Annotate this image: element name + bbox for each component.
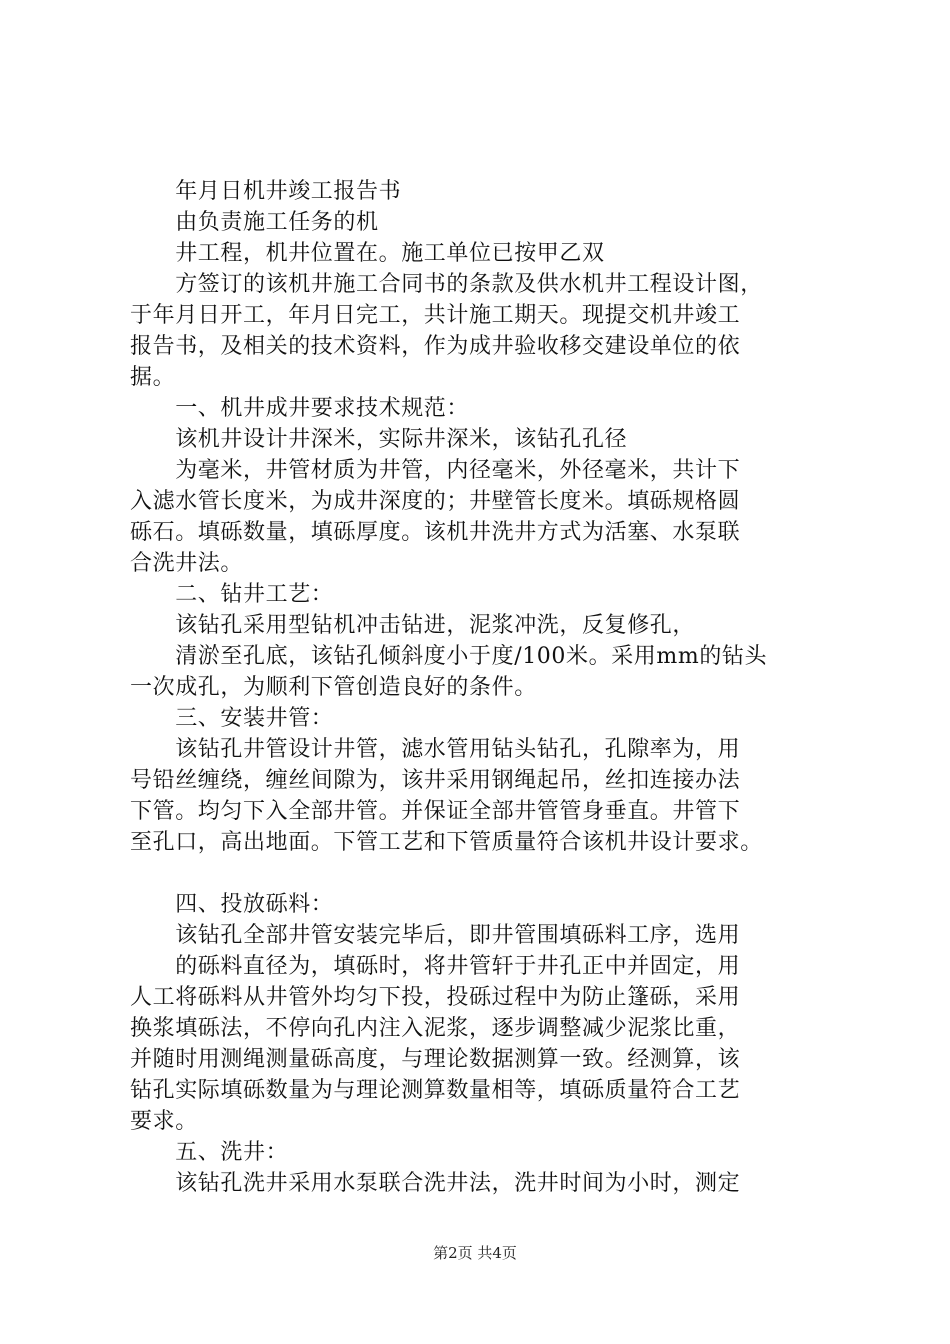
text-line: 于年月日开工，年月日完工，共计施工期天。现提交机井竣工 [130,303,741,328]
text-line: 一次成孔，为顺利下管创造良好的条件。 [130,675,537,700]
text-line: 报告书，及相关的技术资料，作为成井验收移交建设单位的依 [130,334,741,359]
text-line: 合洗井法。 [130,551,244,576]
text-line: 该机井设计井深米，实际井深米，该钻孔孔径 [130,427,628,452]
section-heading: 一、机井成井要求技术规范： [130,396,470,421]
document-body [130,176,842,1199]
text-line: 年月日机井竣工报告书 [130,179,402,204]
text-line: 号铅丝缠绕，缠丝间隙为，该井采用钢绳起吊，丝扣连接办法 [130,768,741,793]
text-line: 由负责施工任务的机 [130,210,379,235]
text-line: 该钻孔全部井管安装完毕后，即井管围填砾料工序，选用 [130,923,741,948]
text-line: 方签订的该机井施工合同书的条款及供水机井工程设计图， [130,272,763,297]
blank-line [130,858,842,889]
section-heading: 四、投放砾料： [130,892,334,917]
text-line: 的砾料直径为，填砾时，将井管轩于井孔正中并固定，用 [130,954,741,979]
text-line: 为毫米，井管材质为井管，内径毫米，外径毫米，共计下 [130,458,741,483]
text-line: 该钻孔采用型钻机冲击钻进，泥浆冲洗，反复修孔， [130,613,696,638]
page-number: 第2页 共4页 [433,1244,517,1262]
text-line: 至孔口，高出地面。下管工艺和下管质量符合该机井设计要求。 [130,830,763,855]
text-line: 要求。 [130,1109,198,1134]
text-line: 该钻孔井管设计井管，滤水管用钻头钻孔，孔隙率为，用 [130,737,741,762]
text-line: 入滤水管长度米，为成井深度的；井壁管长度米。填砾规格圆 [130,489,741,514]
text-line: 井工程，机井位置在。施工单位已按甲乙双 [130,241,605,266]
text-line: 并随时用测绳测量砾高度，与理论数据测算一致。经测算，该 [130,1047,741,1072]
text-line: 换浆填砾法，不停向孔内注入泥浆，逐步调整减少泥浆比重， [130,1016,741,1041]
text-line: 砾石。填砾数量，填砾厚度。该机井洗井方式为活塞、水泵联 [130,520,741,545]
section-heading: 三、安装井管： [130,706,334,731]
text-line: 下管。均匀下入全部井管。并保证全部井管管身垂直。井管下 [130,799,741,824]
text-line: 钻孔实际填砾数量为与理论测算数量相等，填砾质量符合工艺 [130,1078,741,1103]
section-heading: 二、钻井工艺： [130,582,334,607]
text-line: 清淤至孔底，该钻孔倾斜度小于度/100米。采用mm的钻头 [130,644,768,669]
text-line: 人工将砾料从井管外均匀下投，投砾过程中为防止篷砾，采用 [130,985,741,1010]
section-heading: 五、洗井： [130,1140,289,1165]
text-line: 该钻孔洗井采用水泵联合洗井法，洗井时间为小时，测定 [130,1171,741,1196]
text-line: 据。 [130,365,176,390]
